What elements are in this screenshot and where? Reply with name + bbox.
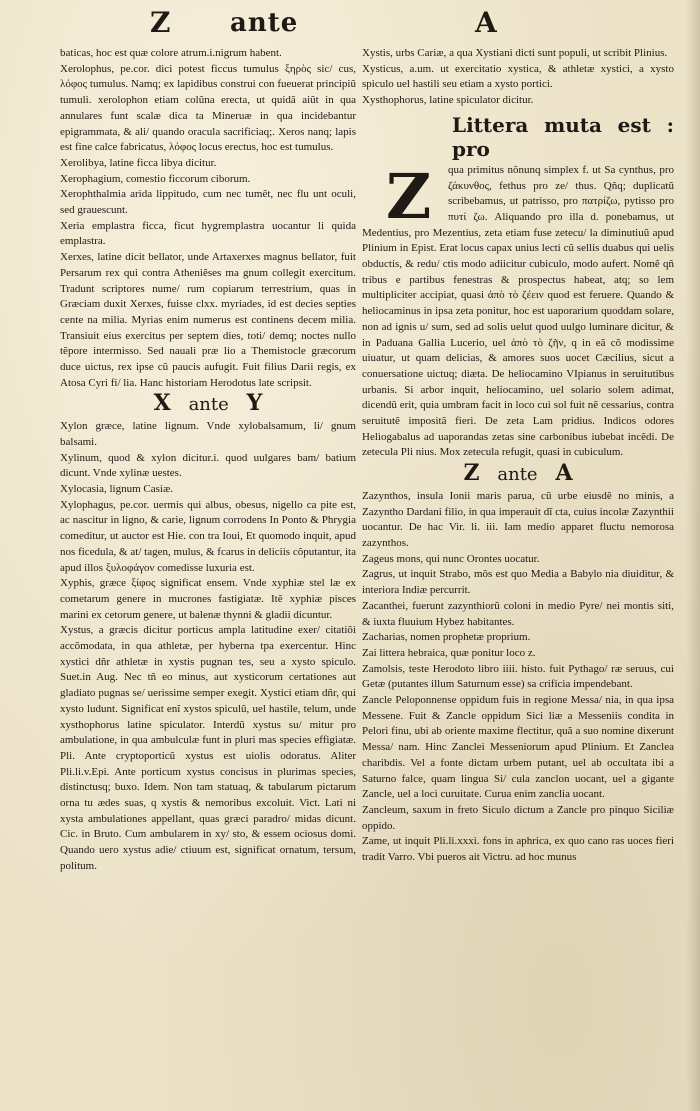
- entry: Xystus, a græcis dicitur porticus ampla latitudine exer/ citatiõi accõmodata, in qua athletæ, per hyberna tpa exercentur. Hinc xystici dñr athletæ in xystis pugnan tes, seu a xysto spiculo. Suet.in Aug. Nec tñ eo minus, aut xysticorum certationes aut gladiato pugnas se/ uerissime semper exegit. Xystici etiam dñr, qui xysto ludunt. Significat enĩ xystos spiculũ, uel hastile, telum, unde xysthophorus latine spiculator. Interdũ xystus su/ mitur pro ambulatione, in qua ambulculæ funt in pluri mas species effigiatæ. Pli. Ante cryptoporticũ xystus est uiolis odoratus. Aliter Pli.li.v.Epi. Ante porticum xystus concisus in plurimas species, distinctusq; buxo. Idem. Non tam statuaq, & tabularum pictarum orna tu ædes suas, q xystis & nemoribus excoluit. Vict. Lati ni xysta ambulationes appellant, quas græci paradro/ midas dicunt. Cic. in Bruto. Cum ambularem in xy/ sto, & essem ociosus domi. Quando uero xystus adie/ ctiuum est, significat ornatum, tersum, politum.: [60, 624, 356, 872]
- entry: Xerophthalmia arida lippitudo, cum nec tumẽt, nec flu unt oculi, sed grauescunt.: [60, 188, 356, 217]
- entry: Zageus mons, qui nunc Orontes uocatur.: [362, 552, 540, 565]
- left-column: [60, 46, 356, 875]
- section-heading-right-letter: A: [555, 460, 573, 487]
- littera-text: qua primitus nõnunq simplex f. ut Sa cynthus, pro ζάκυνθος, fethus pro ze/ thus. Qñq; duplicatũ scribebamus, ut patrisso, pro πατρίζω, pytisso pro πυτί ζω. Aliquando pro illa d. ponebamus, ut Medentius, pro Mezentius, zeta etiam fuse zetecu/ la diminutiuũ apud Plinium in Epist. Erat locus capax unius lecti cũ sellis duabus qui uelis obductis, & redu/ ctis modo adiicitur cubiculo, modo aufert. Nomẽ qñ tribus e partibus fenestras & prospectus habeat, atq; so lem multipliciter accipiat, quasi ἀπὸ τὸ ζέειν quod est feruere. Quando & heliocaminus in ipsa zeta ponitur, hoc est uaporarium quoddam solare, non ad ignis u/ sum, sed ad solis uelut quod uulgo luminare dicitur, & in Paduana Gallia Lucerio, uel ἀπὸ τὸ ζῆν, q in eã cõ modissime uiuatur, ut quam delicias, & amores suos uocet Cæcilius, sicut a conuersatione uictuq; diæta. De heliocamino VIpianus in seruitutibus urbanis. Si arbor inquit, heliocamino, uel solario solem adimat, dicendũ erit, quia umbram facit in loco cui sol fuit nẽ cessarius, contra seruitutẽ impositã fieri. De zeta Lam pridius. Indicos odores Heliogabalus ad uaporandas zetas sine carbonibus iubebat incẽdi. De zetecula Pli nius. Mox zetecula refugit, quasi in cubiculum.: [362, 163, 674, 459]
- entry: Xeria emplastra ficca, ficut hygremplastra uocantur li quida emplastra.: [60, 219, 356, 248]
- right-column: [362, 46, 674, 866]
- littera-heading: Littera muta est : pro: [452, 112, 674, 161]
- entry: Zancle Peloponnense oppidum fuis in regione Messa/ nia, in qua ipsa Messene. Fuit & Zancle oppidum Sici liæ a Messeniis condita in Pelori finu, ubi ab oriente maxime flectitur, quã a suo nomine dixerunt Messa/ nam. Hinc Zanclei Messeniorum apud Plinium. Et Zanclea charibdis. Vel a fonte dictam urbem putant, uel ab occultata ibi a Saturno falce, quam lingua Si/ cula zanclon uocant, uel a gigante Zancle, uel a loci curuitate. Curua enim zanclia uocant.: [362, 694, 674, 801]
- entry: baticas, hoc est quæ colore atrum.i.nigrum habent.: [60, 47, 282, 59]
- running-head-title: ante: [230, 8, 299, 38]
- section-heading-left-letter: Z: [463, 460, 480, 487]
- entry: Zai littera hebraica, quæ ponitur loco z.: [362, 646, 536, 659]
- entry: Zazynthos, insula Ionii maris parua, cũ urbe eiusdẽ no minis, a Zazyntho Dardani filio, in qua imperauit dĩ cta, cuius incolæ Zazynthii uocantur. De hac Vir. li. iii. Iam medio apparet fluctu nemorosa zazynthos.: [362, 489, 674, 549]
- littera-paragraph: [362, 159, 674, 461]
- section-heading-z-ante-a: [362, 460, 674, 487]
- entry: Xerolibya, latine ficca libya dicitur.: [60, 156, 217, 169]
- entry: Xerxes, latine dicit bellator, unde Artaxerxes magnus bellator, fuit Persarum rex qui contra Atheniẽses ma gnum collegit exercitum. Tradunt scriptores nume/ rum copiarum terrestrium, quas in Græciam duxit Xerxes, fuisse clxx. myriades, id est decies septies cente na milia. Myrias enim numerus est continens decem milia. Transiuit eius exercitus per septem dies, toti/ demq; noctes nullo tẽpore intermisso. Sed nauali præ lio a Themistocle græcorum duce uictus, rex ipse cũ paucis aufugit. Fuit filius Darii regis, ex Atosa Cyri fi/ lia. Hanc historiam Herodotus late scripsit.: [60, 251, 356, 389]
- section-heading-left-letter: X: [153, 390, 171, 417]
- entry: Zagrus, ut inquit Strabo, mõs est quo Media a Babylo nia diuiditur, & interiora Indiæ percurrit.: [362, 568, 674, 597]
- section-heading-x-ante-y: [60, 390, 356, 417]
- entry: Zancleum, saxum in freto Siculo dictum a Zancle pro pinquo Siciliæ oppido.: [362, 803, 674, 832]
- entry: Zacanthei, fuerunt zazynthiorũ coloni in medio Pyre/ nei montis siti, & iuxta fluuium Hybez habitantes.: [362, 599, 674, 628]
- entry: Zame, ut inquit Pli.li.xxxi. fons in aphrica, ex quo cano ras uoces fieri tradit Varro. Vbi pueros ait Victru. ad hoc munus: [362, 835, 674, 864]
- entry: Xystis, urbs Cariæ, a qua Xystiani dicti sunt populi, ut scribit Plinius.: [362, 47, 668, 59]
- entry: Xysticus, a.um. ut exercitatio xystica, & athletæ xystici, a xysto spiculo uel hastili seu etiam a xysto portici.: [362, 62, 674, 91]
- running-head-left-letter: Z: [150, 6, 171, 39]
- section-heading-title: ante: [497, 464, 538, 486]
- running-head-right-letter: A: [475, 6, 497, 39]
- entry: Xyphis, græce ξίφος significat ensem. Vnde xyphiæ stel læ ex cometarum genere in mucrones fastigiatæ. Itẽ xyphiæ pisces marini ex cetorum genere, ut balenæ thynni & gladii dicuntur.: [60, 577, 356, 621]
- entry: Xerolophus, pe.cor. dici potest ficcus tumulus ξηρὸς sic/ cus, λόφος tumulus. Namq; ex lapidibus construi con fueuerat principiũ tumuli. xerolophon etiam colũna erecta, ut quidã aiũt in qua annulares funt scalæ dica ta Mineruæ in qua incidebantur epigrammata, & ali/ quando oracula sacrificiaq;. Xeros nanq; lapis est fine calce fabricatus, λόφος locus erectus, hoc est tumulus.: [60, 62, 356, 154]
- entry: Xylon græce, latine lignum. Vnde xylobalsamum, li/ gnum balsami.: [60, 420, 356, 448]
- entry: Xerophagium, comestio ficcorum ciborum.: [60, 172, 251, 185]
- entry: Xysthophorus, latine spiculator dicitur.: [362, 94, 534, 107]
- section-heading-right-letter: Y: [246, 390, 263, 417]
- entry: Zamolsis, teste Herodoto libro iiii. histo. fuit Pythago/ ræ seruus, cui Getæ (putantes illum Saturnum esse) sa crificia impendebant.: [362, 662, 674, 691]
- section-heading-title: ante: [188, 394, 229, 416]
- entry: Xylinum, quod & xylon dicitur.i. quod uulgares bam/ batium dicunt. Vnde xylinæ uestes.: [60, 451, 356, 480]
- entry: Zacharias, nomen prophetæ proprium.: [362, 631, 531, 644]
- entry: Xylocasia, lignum Casiæ.: [60, 482, 174, 495]
- drop-cap-letter: Z: [386, 159, 432, 233]
- page-edge-shadow: [686, 0, 700, 1111]
- running-head: [150, 6, 570, 44]
- entry: Xylophagus, pe.cor. uermis qui albus, obesus, nigello ca pite est, ac nascitur in ligno, & carie, lignum corrodens In Ponto & Phrygia comeditur, ut auctor est Hie. con tra Ioui, Et quomodo inquit, apud nos ficedula, & at/ tagen, mulus, & fcarus in deliciis cõputantur, ita apud illos ξυλοφάγον comedisse luxuria est.: [60, 498, 356, 574]
